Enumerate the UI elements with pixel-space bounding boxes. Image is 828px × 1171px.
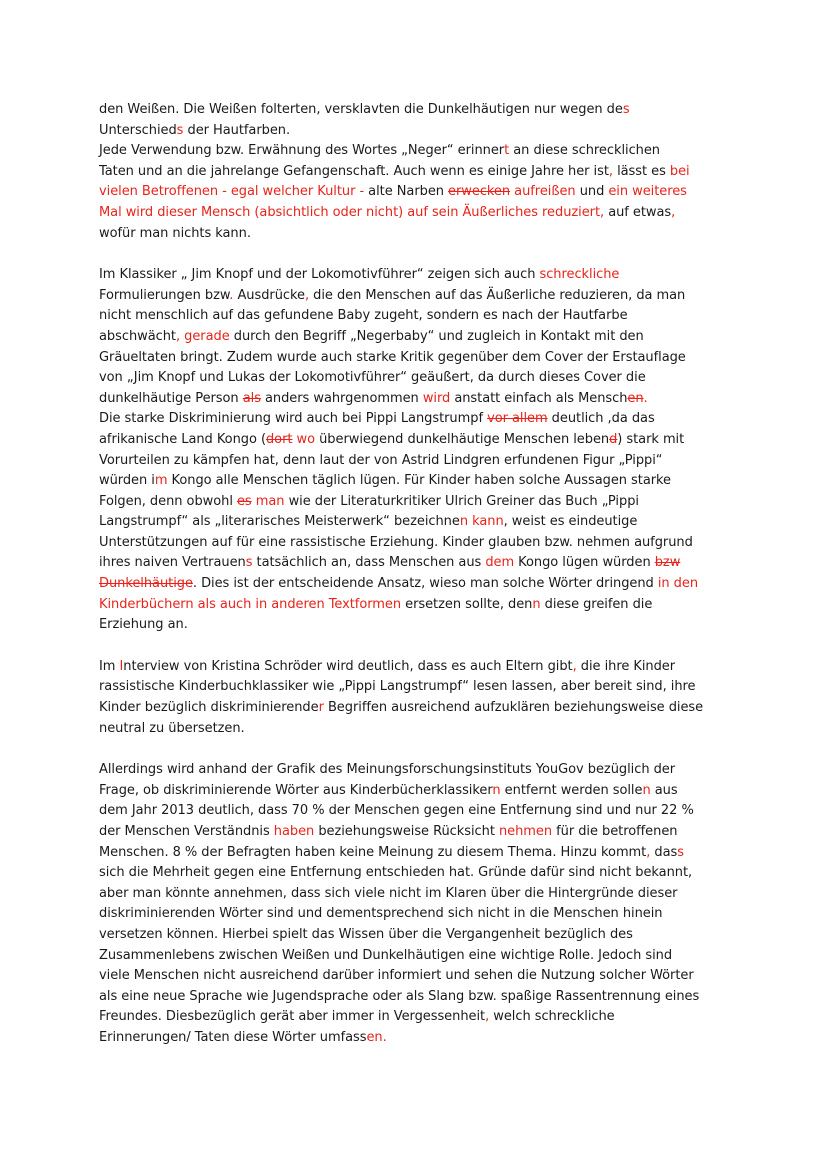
text-run: Allerdings wird anhand der Grafik des Meinungsforschungsinstituts YouGov bezüglich der [99,762,676,778]
text-line [99,904,738,925]
text-run: Unterschied [99,122,177,138]
text-line [99,822,738,843]
text-run: der Hautfarben. [183,122,291,138]
text-line [99,203,738,224]
text-line [99,987,738,1008]
text-run: tatsächlich an, dass Menschen aus [252,555,486,571]
text-line [99,677,738,698]
text-run: alte Narben [364,184,449,200]
correction-insert: Mal wird dieser Mensch (absichtlich oder nicht) auf sein Äußerliches reduziert, [99,204,605,220]
text-run: an diese schrecklichen [509,143,660,159]
text-line [99,760,738,781]
text-run: Taten und an die jahrelange Gefangenschaft. Auch wenn es einige Jahre her ist [99,163,609,179]
text-run: überwiegend dunkelhäutige Menschen leben [315,431,610,447]
correction-strikethrough: d [609,431,618,447]
correction-insert: vielen Betroffenen - egal welcher Kultur - [99,184,365,200]
text-run: ersetzen sollte, den [401,596,533,612]
correction-insert: schreckliche [539,267,620,283]
text-run: von „Jim Knopf und Lukas der Lokomotivführer“ geäußert, da durch dieses Cover die [99,370,646,386]
correction-strikethrough: es [236,493,252,509]
text-run: aus [650,782,678,798]
correction-insert: n [642,782,651,798]
correction-insert: en [366,1029,383,1045]
text-run: Gräueltaten bringt. Zudem wurde auch starke Kritik gegenüber dem Cover der Erstauflage [99,349,686,365]
correction-insert: aufreißen [514,184,576,200]
text-run: die ihre Kinder [576,658,676,674]
text-run: für die betroffenen [552,824,678,839]
correction-insert: haben [273,824,315,839]
text-line [99,719,738,740]
text-run: wofür man nichts kann. [99,225,251,241]
correction-insert: ein weiteres [608,184,687,200]
text-run: anstatt einfach als Mensch [450,390,628,406]
text-line [99,389,738,410]
correction-strikethrough: en [627,390,644,406]
correction-insert: . [382,1029,387,1045]
text-line [99,327,738,348]
correction-insert: s [176,122,184,138]
text-run: Jede Verwendung bzw. Erwähnung des Wortes „Neger“ erinner [99,143,505,159]
text-run: die den Menschen auf das Äußerliche reduzieren, da man [309,287,686,303]
text-run: . Dies ist der entscheidende Ansatz, wieso man solche Wörter dringend [192,576,658,592]
correction-strikethrough: erwecken [448,184,511,200]
correction-insert: n [532,596,541,612]
text-run: anders wahrgenommen [260,390,423,406]
correction-insert: r [318,700,324,716]
correction-insert: , [304,287,310,303]
text-run: neutral zu übersetzen. [99,720,245,736]
correction-insert: , [485,1009,490,1025]
text-line [99,162,738,183]
text-run: Erziehung an. [99,617,188,633]
text-line [99,884,738,905]
correction-insert: . [643,390,648,406]
correction-insert: wird [422,390,451,406]
text-run: den Weißen. Die Weißen folterten, versklavten die Dunkelhäutigen nur wegen de [99,102,623,117]
text-run: , weist es eindeutige [503,514,638,530]
text-run: diese greifen die [540,596,653,612]
text-line [99,306,738,327]
text-line [99,182,738,203]
text-run: das [650,844,678,860]
correction-strikethrough: dort [265,431,293,447]
text-line [99,1028,738,1049]
text-run: Zusammenlebens zwischen Weißen und Dunkelhäutigen eine wichtige Rolle. Jedoch sind [99,947,673,963]
text-run: Folgen, denn obwohl [99,493,237,509]
text-line [99,615,738,636]
text-line [99,368,738,389]
text-line [99,946,738,967]
text-run: als eine neue Sprache wie Jugendsprache oder als Slang bzw. spaßige Rassentrennung eines [99,988,700,1004]
text-run: Kongo alle Menschen täglich lügen. Für Kinder haben solche Aussagen starke [167,473,671,489]
text-run: Kongo lügen würden [514,555,655,571]
correction-insert: s [622,102,630,117]
text-run: Unterstützungen auf für eine rassistische Erziehung. Kinder glauben bzw. nehmen aufgrund [99,534,693,550]
text-run: diskriminierenden Wörter sind und dementsprechend sich nicht in die Menschen hinein [99,906,663,922]
correction-insert: . [229,287,234,303]
text-line [99,801,738,822]
text-line [99,1007,738,1028]
text-line [99,657,738,678]
text-run: durch den Begriff „Negerbaby“ und zugleich in Kontakt mit den [229,328,644,344]
text-run: beziehungsweise Rücksicht [314,824,499,839]
text-line [99,409,738,430]
correction-insert: , [572,658,577,674]
text-run: dunkelhäutige Person [99,390,243,406]
correction-insert: in den [657,576,699,592]
paragraph [99,657,738,739]
text-run: rassistische Kinderbuchklassiker wie „Pippi Langstrumpf“ lesen lassen, aber bereit sind, ihre [99,679,696,695]
text-run: aber man könnte annehmen, dass sich viele nicht im Klaren über die Hintergründe dieser [99,885,678,901]
paragraph [99,100,738,244]
text-line [99,843,738,864]
correction-insert: Kinderbüchern als auch in anderen Textformen [99,596,402,612]
correction-insert: bei [669,163,690,179]
text-run: und [575,184,609,200]
text-run: nterview von Kristina Schröder wird deutlich, dass es auch Eltern gibt [123,658,573,674]
correction-insert: dem [485,555,515,571]
text-run: Vorurteilen zu kämpfen hat, denn laut der von Astrid Lindgren erfundenen Figur „Pippi“ [99,452,663,468]
correction-strikethrough: vor allem [487,411,548,427]
text-line [99,348,738,369]
correction-strikethrough: Dunkelhäutige [99,576,193,592]
correction-insert: s [245,555,253,571]
text-run: Formulierungen bzw [99,287,230,303]
text-run: sich die Mehrheit gegen eine Entfernung entschieden hat. Gründe dafür sind nicht bekannt, [99,865,693,881]
text-run: afrikanische Land Kongo ( [99,431,266,447]
text-run: Die starke Diskriminierung wird auch bei Pippi Langstrumpf [99,411,488,427]
correction-insert: , [671,204,676,220]
text-line [99,471,738,492]
document-body [99,100,738,1049]
text-run: welch schreckliche [489,1009,615,1025]
text-run: entfernt werden solle [500,782,643,798]
text-run: ihres naiven Vertrauen [99,555,246,571]
text-line [99,492,738,513]
correction-insert: m [154,473,168,489]
correction-insert: , [646,844,651,860]
correction-strikethrough: als [242,390,261,406]
text-line [99,781,738,802]
correction-insert: n kann [459,514,504,530]
correction-insert: I [119,658,124,674]
correction-strikethrough: bzw [654,555,681,571]
correction-insert: , [608,163,613,179]
text-run: nicht menschlich auf das gefundene Baby zugeht, sondern es nach der Hautfarbe [99,308,628,324]
correction-insert: s [677,844,684,860]
text-run: dem Jahr 2013 deutlich, dass 70 % der Menschen gegen eine Entfernung sind und nur 22 % [99,803,694,819]
text-run: deutlich ,da das [547,411,655,427]
text-line [99,121,738,142]
text-run: Im Klassiker „ Jim Knopf und der Lokomotivführer“ zeigen sich auch [99,267,540,283]
text-line [99,595,738,616]
correction-insert: n [492,782,501,798]
text-run: versetzen können. Hierbei spielt das Wissen über die Vergangenheit bezüglich des [99,926,633,942]
text-run: Langstrumpf“ als „literarisches Meisterwerk“ bezeichne [99,514,460,530]
correction-insert: man [255,493,285,509]
correction-insert: nehmen [498,824,553,839]
text-line [99,553,738,574]
text-line [99,698,738,719]
text-line [99,966,738,987]
text-run: lässt es [612,163,670,179]
text-line [99,265,738,286]
paragraph [99,760,738,1048]
text-line [99,224,738,245]
text-line [99,286,738,307]
correction-insert: wo [296,431,316,447]
text-line [99,451,738,472]
text-line [99,141,738,162]
text-line [99,100,738,121]
text-line [99,574,738,595]
text-run: Ausdrücke [233,287,305,303]
text-line [99,863,738,884]
text-line [99,925,738,946]
text-run: viele Menschen nicht ausreichend darüber informiert und sehen die Nutzung solcher Wörter [99,968,694,984]
correction-insert: , gerade [175,328,230,344]
correction-insert: t [504,143,510,159]
text-line [99,512,738,533]
text-run: auf etwas [604,204,672,220]
text-run: Menschen. 8 % der Befragten haben keine Meinung zu diesem Thema. Hinzu kommt [99,844,647,860]
text-run: Erinnerungen/ Taten diese Wörter umfass [99,1029,367,1045]
paragraph [99,265,738,636]
text-run: wie der Literaturkritiker Ulrich Greiner das Buch „Pippi [284,493,639,509]
text-run: Begriffen ausreichend aufzuklären beziehungsweise diese [323,700,704,716]
text-run: Frage, ob diskriminierende Wörter aus Kinderbücherklassiker [99,782,493,798]
text-run: der Menschen Verständnis [99,824,274,839]
text-run: Freundes. Diesbezüglich gerät aber immer in Vergessenheit [99,1009,486,1025]
text-run: Im [99,658,120,674]
text-run: abschwächt [99,328,176,344]
text-run: Kinder bezüglich diskriminierende [99,700,319,716]
text-run: würden i [99,473,155,489]
text-run: ) stark mit [617,431,685,447]
text-line [99,533,738,554]
text-line [99,430,738,451]
